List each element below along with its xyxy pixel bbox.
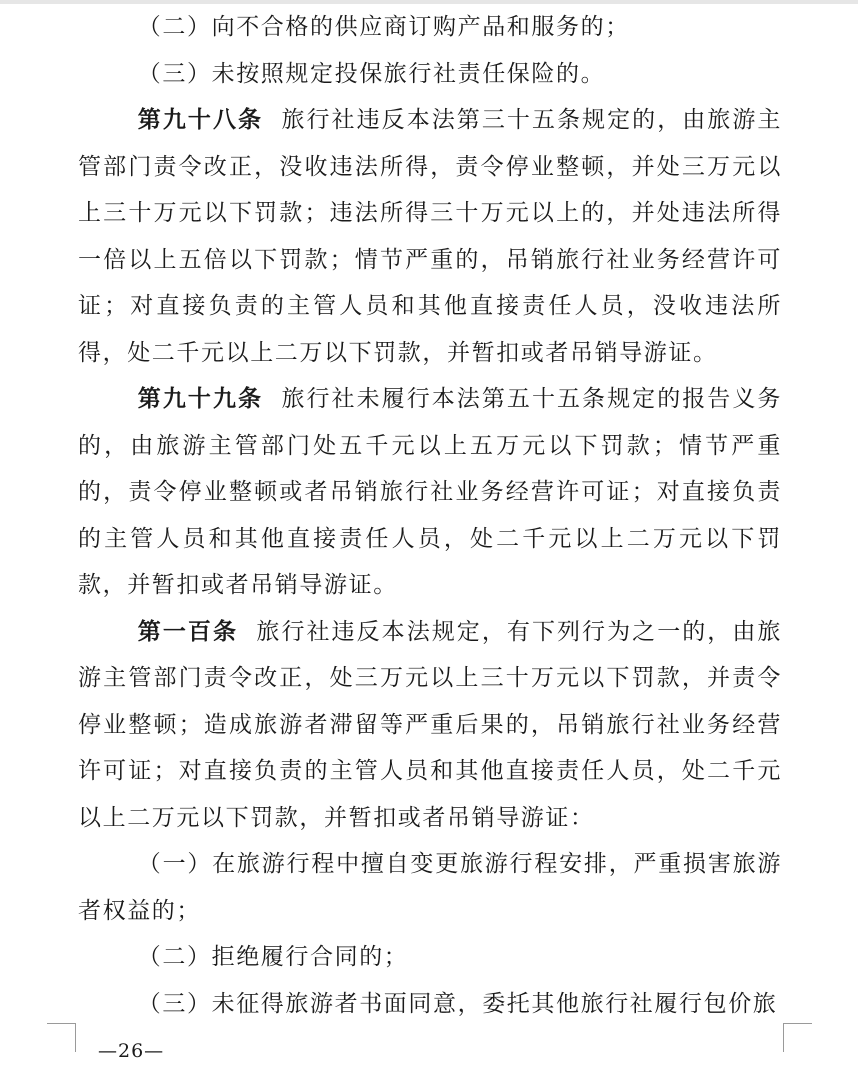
article-text: 旅行社违反本法规定，有下列行为之一的，由旅游主管部门责令改正，处三万元以上三十万元以下罚款，并责令停业整顿；造成旅游者滞留等严重后果的，吊销旅行社业务经营许可证；对直接负责的主管人员和其他直接责任人员，处二千元以上二万元以下罚款，并暂扣或者吊销导游证： xyxy=(78,618,782,831)
list-item xyxy=(78,51,782,98)
list-item xyxy=(78,981,782,1028)
document-body xyxy=(78,4,782,1027)
article-label: 第九十九条 xyxy=(137,385,264,412)
article-label: 第一百条 xyxy=(137,617,238,645)
article-100 xyxy=(78,609,782,842)
page-number: —26— xyxy=(98,1040,165,1062)
article-label: 第九十八条 xyxy=(137,106,264,133)
item-text: （二）向不合格的供应商订购产品和服务的； xyxy=(137,14,630,40)
article-98 xyxy=(78,97,782,376)
article-text: 旅行社未履行本法第五十五条规定的报告义务的，由旅游主管部门处五千元以上五万元以下罚款；情节严重的，责令停业整顿或者吊销旅行社业务经营许可证；对直接负责的主管人员和其他直接责任人员，处二千元以上二万元以下罚款，并暂扣或者吊销导游证。 xyxy=(78,386,783,598)
crop-mark-right xyxy=(783,1023,812,1052)
article-text: 旅行社违反本法第三十五条规定的，由旅游主管部门责令改正，没收违法所得，责令停业整顿，并处三万元以上三十万元以下罚款；违法所得三十万元以上的，并处违法所得一倍以上五倍以下罚款；情节严重的，吊销旅行社业务经营许可证；对直接负责的主管人员和其他直接责任人员，没收违法所得，处二千元以上二万以下罚款，并暂扣或者吊销导游证。 xyxy=(78,107,783,366)
item-text: （二）拒绝履行合同的； xyxy=(137,944,409,970)
list-item xyxy=(78,841,782,934)
item-text: （三）未征得旅游者书面同意，委托其他旅行社履行包价旅 xyxy=(137,990,778,1017)
article-99 xyxy=(78,376,782,609)
item-text: （三）未按照规定投保旅行社责任保险的。 xyxy=(137,60,606,87)
item-text: （一）在旅游行程中擅自变更旅游行程安排，严重损害旅游者权益的； xyxy=(78,851,782,924)
list-item xyxy=(78,934,782,981)
list-item xyxy=(78,4,782,51)
crop-mark-left xyxy=(47,1023,76,1052)
